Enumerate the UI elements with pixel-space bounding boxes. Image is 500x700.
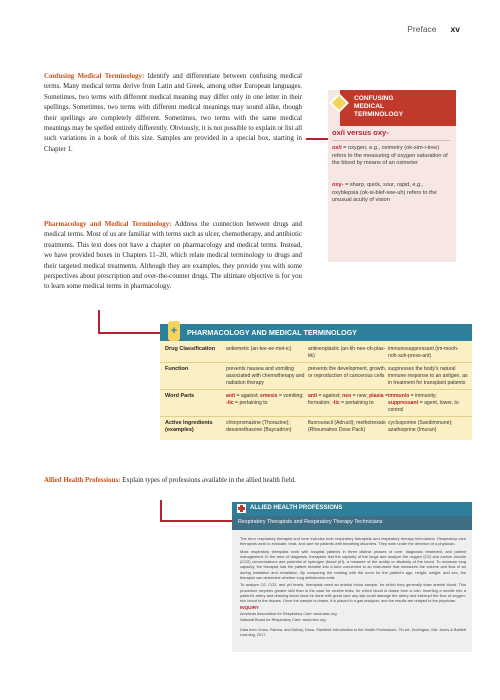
- row-divider: [160, 362, 472, 363]
- word-part: suppressant: [388, 400, 419, 406]
- word-part-meaning: = agent, lower, to control: [388, 400, 459, 413]
- allied-paragraph-1: The term respiratory therapist and here includes both respiratory therapists and respiratory therapy technicians. Respiratory care therapists work to evaluate, treat, and care for patients with breathing disorders. They work under the direction of a physician.: [240, 536, 466, 547]
- allied-text: Explain types of professions available in the allied health field.: [120, 477, 296, 484]
- word-part-meaning: = against;: [317, 393, 343, 399]
- confusing-entry-1: [332, 145, 450, 168]
- table-cell: fluorouracil (Adrucil); methotrexate (Rheumatrex Dose Pack): [308, 420, 386, 433]
- word-part: anti: [226, 393, 236, 399]
- allied-box-body: [240, 536, 466, 604]
- source-note: Data from Gross, Rianna, and McKay, Dana, Stanfield: Introduction to the Health Professions, 7th ed., Burlington, MA: Jones & Bartlett Learning, 2017.: [240, 628, 466, 637]
- table-cell: antiemetic (an-tee-ee-met-ic): [226, 346, 292, 352]
- inquiry-link-2: National Board for Respiratory Care: www.nbrc.org: [240, 618, 326, 622]
- pill-bottle-icon: +: [168, 321, 180, 341]
- word-part-meaning: = pertaining to: [339, 400, 374, 406]
- pharmacology-text: Address the connection between drugs and medical terms. Most of us are familiar with terms such as ulcer, chemotherapy, and antibiotic treatments. This text does not have a chapter on pharmacology and medical terms. Instead, we have provided boxes in Chapters 11–20, which relate medical terminology to drugs and their targeted medical treatments. Although they are examples, they provide you with some perspectives about prescription and over-the-counter drugs. The ultimate objective is for you to learn some medical terms in pharmacology.: [44, 221, 303, 291]
- confusing-box-header: [340, 90, 456, 126]
- word-part: emesis: [260, 393, 278, 399]
- word-part: immun/o: [388, 393, 410, 399]
- confusing-box-title-2: MEDICAL: [354, 103, 385, 110]
- table-cell: immunosuppressant (im-mooh-noh-suh-press-ant): [388, 346, 459, 359]
- row-label-word-parts: Word Parts: [165, 393, 195, 399]
- word-part-meaning: = immunity;: [409, 393, 437, 399]
- divider: [332, 140, 450, 141]
- connector-line: [160, 500, 162, 522]
- allied-paragraph-2: Most respiratory therapists work with hospital patients in three distinct phases of care: diagnostic treatment, and patient management. In the area of diagnosis, therapists test the capacity of the lungs and analyze the oxygen (O2) and carbon dioxide (CO2) concentrations and potential of hydrogen (blood pH), a measure of the acidity or alkalinity of the blood. To measure lung capacity, the therapist has the patient breathe into a tube connected to an instrument that measures the volume and flow of air during inhalation and exhalation. By comparing the reading with the norm for the patient's age, height, weight, and sex, the therapist can determine whether lung deficiencies exist.: [240, 548, 466, 581]
- word-part: anti: [308, 393, 318, 399]
- pharmacology-table-header: [160, 324, 472, 341]
- word-part-meaning: = pertaining to: [233, 400, 268, 406]
- word-part-meaning: = vomiting;: [277, 393, 304, 399]
- connector-line: [160, 520, 232, 522]
- allied-heading: Allied Health Professions:: [44, 477, 121, 484]
- pharmacology-table-title: PHARMACOLOGY AND MEDICAL TERMINOLOGY: [187, 328, 357, 337]
- pharmacology-heading: Pharmacology and Medical Terminology:: [44, 221, 172, 228]
- entry-1-text: = oxygen, e.g., oximetry (ok-sim-i-tree) refers to the measuring of oxygen saturation of the blood by means of an oximeter: [332, 145, 448, 167]
- confusing-paragraph: [44, 72, 302, 155]
- confusing-text: Identify and differentiate between confusing medical terms. Many medical terms derive from Latin and Greek, among other European languages. Sometimes, two terms with different medical meaning may differ only in one letter in their spellings. Sometimes, two terms with different medical meanings may sound alike, though their spellings are completely different. Sometimes, two terms with the same medical meanings may be spelled entirely differently. Obviously, it is not possible to explain or list all such variations in a book of this size. Samples are provided in a special box, starting in Chapter 1.: [44, 73, 302, 153]
- inquiry-link-1: American Association for Respiratory Care: www.aarc.org: [240, 612, 337, 616]
- table-cell: cyclosporine (Sandimmune); azathioprine (Imuran): [388, 420, 453, 433]
- confusing-entry-2: [332, 182, 450, 205]
- table-cell: prevents nausea and vomiting associated with chemotherapy and radiation therapy: [226, 366, 305, 386]
- table-cell: antineoplastic (an-tih-nee-oh-plas-tik): [308, 346, 386, 359]
- row-divider: [160, 416, 472, 417]
- allied-paragraph: [44, 476, 302, 486]
- table-cell: [226, 393, 306, 407]
- word-part: -tic: [332, 400, 340, 406]
- row-label-function: Function: [165, 366, 189, 372]
- table-cell: [308, 393, 388, 407]
- row-label-drug-classification: Drug Classification: [165, 346, 216, 352]
- word-part-meaning: = formation;: [308, 393, 389, 406]
- table-cell: [388, 393, 468, 414]
- running-header: [407, 24, 460, 34]
- header-section: Preface: [407, 24, 437, 34]
- confusing-pair-title: ox/i versus oxy-: [332, 128, 389, 137]
- word-part: neo: [342, 393, 352, 399]
- connector-line: [306, 138, 328, 140]
- table-cell: prevents the development, growth, or reproduction of cancerous cells: [308, 366, 387, 379]
- entry-2-text: = sharp, quick, sour, rapid, e.g., oxyblepsia (ok-si-blef-see-uh) refers to the unusual acuity of vision: [332, 182, 437, 204]
- row-divider: [160, 389, 472, 390]
- table-cell: chlorpromazine (Thorazine); dexamethasone (Baycadron): [226, 420, 292, 433]
- table-cell: suppresses the body's natural immune response to an antigen, as in treatment for transplant patients: [388, 366, 468, 386]
- medical-cross-icon: [237, 504, 246, 513]
- inquiry-label: INQUIRY: [240, 605, 259, 610]
- row-label-active-ingredients: Active Ingredients (examples): [165, 420, 213, 433]
- allied-box-header: [232, 502, 472, 516]
- confusing-heading: Confusing Medical Terminology:: [44, 73, 145, 80]
- page-number: xv: [450, 24, 460, 34]
- connector-line: [98, 332, 160, 334]
- entry-2-term: oxy-: [332, 182, 344, 188]
- word-part: -tic: [226, 400, 234, 406]
- allied-box-subtitle: Respiratory Therapists and Respiratory Therapy Technicians: [238, 519, 383, 525]
- word-part: plasia: [369, 393, 384, 399]
- word-part-meaning: = new;: [351, 393, 370, 399]
- allied-box-subtitle-bar: [232, 516, 472, 530]
- connector-line: [98, 310, 100, 334]
- entry-1-term: ox/i: [332, 145, 342, 151]
- confusing-box-title-3: TERMINOLOGY: [354, 111, 404, 118]
- allied-box-title: ALLIED HEALTH PROFESSIONS: [250, 505, 343, 511]
- confusing-box-title-1: CONFUSING: [354, 95, 394, 102]
- word-part-meaning: = against;: [235, 393, 261, 399]
- allied-paragraph-3: To analyze O2, CO2, and pH levels, therapists need an arterial blood sample, for which they generally draw arterial blood. This procedure requires greater skill than is the case for routine tests, for which blood is drawn from a vein. Inserting a needle into a patient's artery and drawing blood must be done with great care any slip could damage the artery and interrupt the flow of oxygen-rich blood to the tissues. Once the sample is drawn, it is placed in a gas analyzer, and the results are relayed to the physician.: [240, 582, 466, 604]
- pharmacology-paragraph: [44, 220, 302, 293]
